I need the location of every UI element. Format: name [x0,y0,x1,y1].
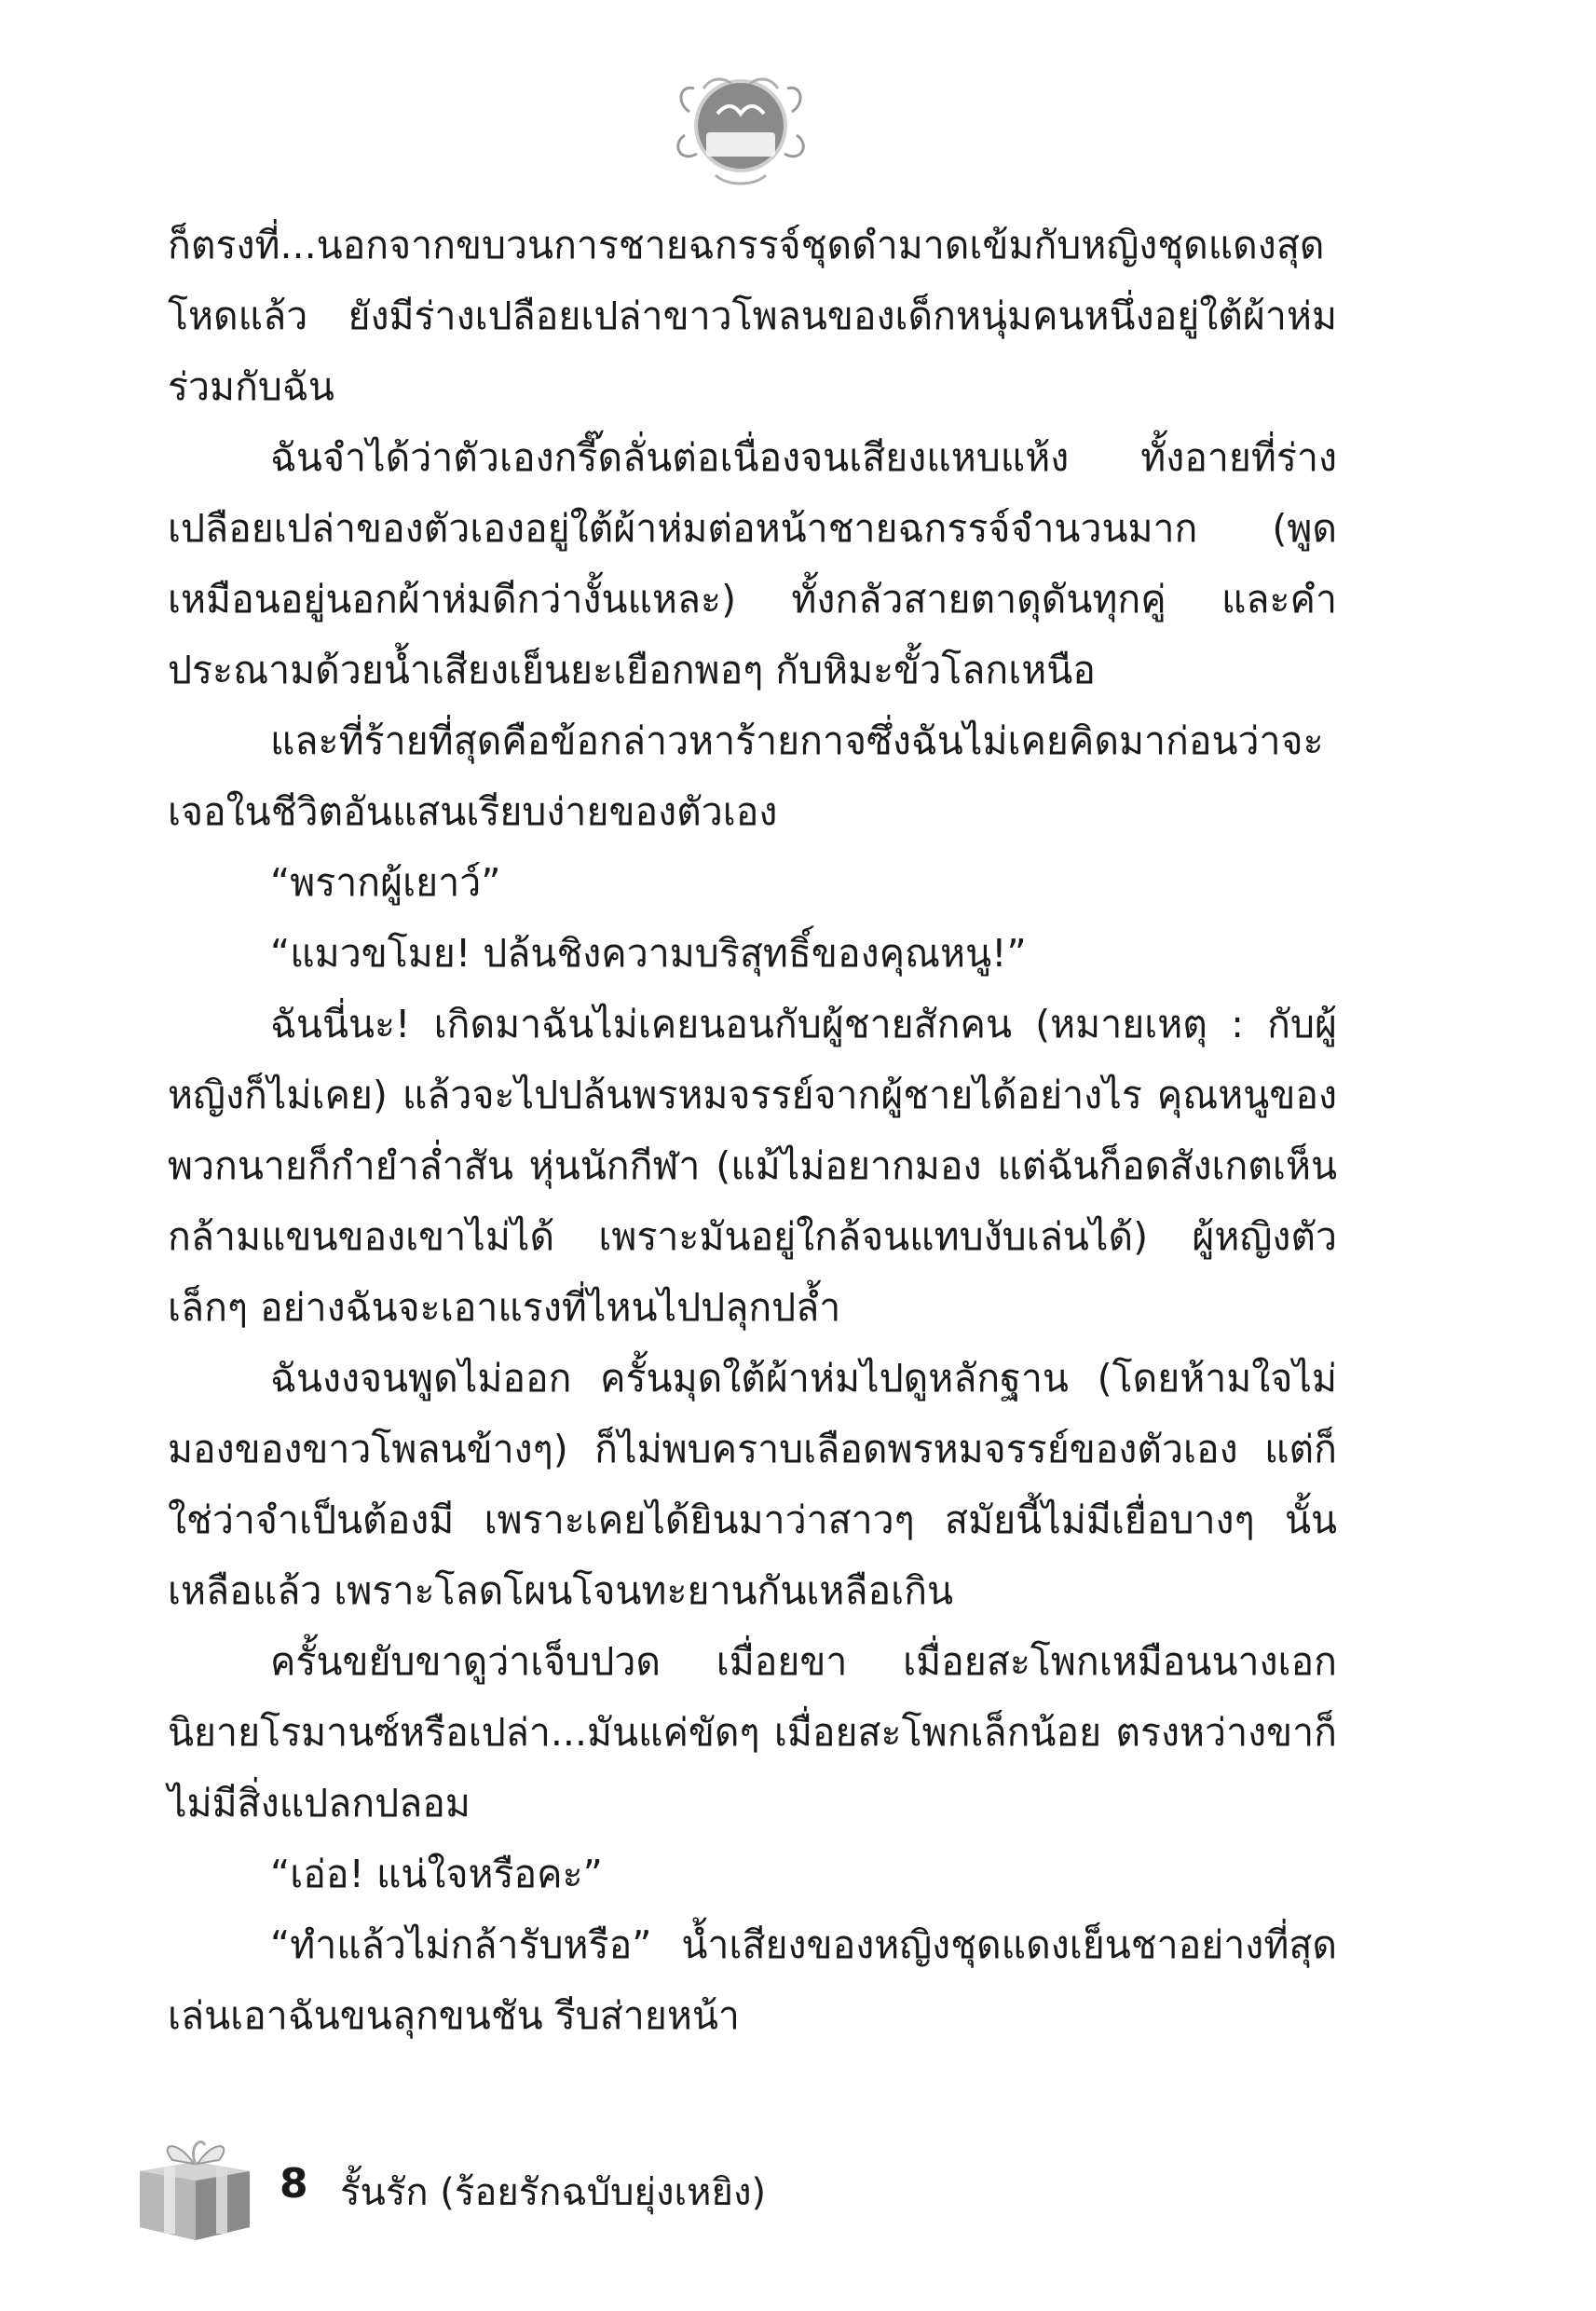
paragraph: “ทำแล้วไม่กล้ารับหรือ” น้ำเสียงของหญิงชุดแดงเย็นชาอย่างที่สุด เล่นเอาฉันขนลุกขนชัน รีบส่ายหน้า [168,1922,1337,2038]
dialogue-line: “เอ่อ! แน่ใจหรือคะ” [270,1852,603,1896]
dialogue-line: “พรากผู้เยาว์” [270,860,501,905]
paragraph: ฉันจำได้ว่าตัวเองกรี๊ดลั่นต่อเนื่องจนเสียงแหบแห้ง ทั้งอายที่ร่างเปลือยเปล่าของตัวเองอยู่ใต้ผ้าห่มต่อหน้าชายฉกรรจ์จำนวนมาก (พูดเหมือนอยู่นอกผ้าห่มดีกว่างั้นแหละ) ทั้งกลัวสายตาดุดันทุกคู่ และคำประณามด้วยน้ำเสียงเย็นยะเยือกพอๆ กับหิมะขั้วโลกเหนือ [168,435,1337,692]
paragraph: ฉันนี่นะ! เกิดมาฉันไม่เคยนอนกับผู้ชายสักคน (หมายเหตุ : กับผู้หญิงก็ไม่เคย) แล้วจะไปปล้นพรหมจรรย์จากผู้ชายได้อย่างไร คุณหนูของพวกนายก็กำยำล่ำสัน หุ่นนักกีฬา (แม้ไม่อยากมอง แต่ฉันก็อดสังเกตเห็นกล้ามแขนของเขาไม่ได้ เพราะมันอยู่ใกล้จนแทบงับเล่นได้) ผู้หญิงตัวเล็กๆ อย่างฉันจะเอาแรงที่ไหนไปปลุกปล้ำ [168,1002,1337,1330]
story-text [168,210,1337,2051]
page-footer [130,2115,969,2246]
paragraph: และที่ร้ายที่สุดคือข้อกล่าวหาร้ายกาจซึ่งฉันไม่เคยคิดมาก่อนว่าจะเจอในชีวิตอันแสนเรียบง่ายของตัวเอง [168,718,1324,834]
publisher-emblem-icon [671,56,811,196]
paragraph: ฉันงงจนพูดไม่ออก ครั้นมุดใต้ผ้าห่มไปดูหลักฐาน (โดยห้ามใจไม่มองของขาวโพลนข้างๆ) ก็ไม่พบคราบเลือดพรหมจรรย์ของตัวเอง แต่ก็ใช่ว่าจำเป็นต้องมี เพราะเคยได้ยินมาว่าสาวๆ สมัยนี้ไม่มีเยื่อบางๆ นั้นเหลือแล้ว เพราะโลดโผนโจนทะยานกันเหลือเกิน [168,1356,1337,1613]
paragraph: ก็ตรงที่...นอกจากขบวนการชายฉกรรจ์ชุดดำมาดเข้มกับหญิงชุดแดงสุดโหดแล้ว ยังมีร่างเปลือยเปล่าขาวโพลนของเด็กหนุ่มคนหนึ่งอยู่ใต้ผ้าห่มร่วมกับฉัน [168,223,1337,409]
paragraph: ครั้นขยับขาดูว่าเจ็บปวด เมื่อยขา เมื่อยสะโพกเหมือนนางเอกนิยายโรมานซ์หรือเปล่า...มันแค่ขัดๆ เมื่อยสะโพกเล็กน้อย ตรงหว่างขาก็ไม่มีสิ่งแปลกปลอม [168,1639,1337,1826]
book-title: รั้นรัก (ร้อยรักฉบับยุ่งเหยิง) [340,2171,767,2214]
dialogue-line: “แมวขโมย! ปล้นชิงความบริสุทธิ์ของคุณหนู!” [270,931,1027,976]
gift-box-icon [130,2125,256,2246]
page-number: 8 [280,2160,308,2208]
